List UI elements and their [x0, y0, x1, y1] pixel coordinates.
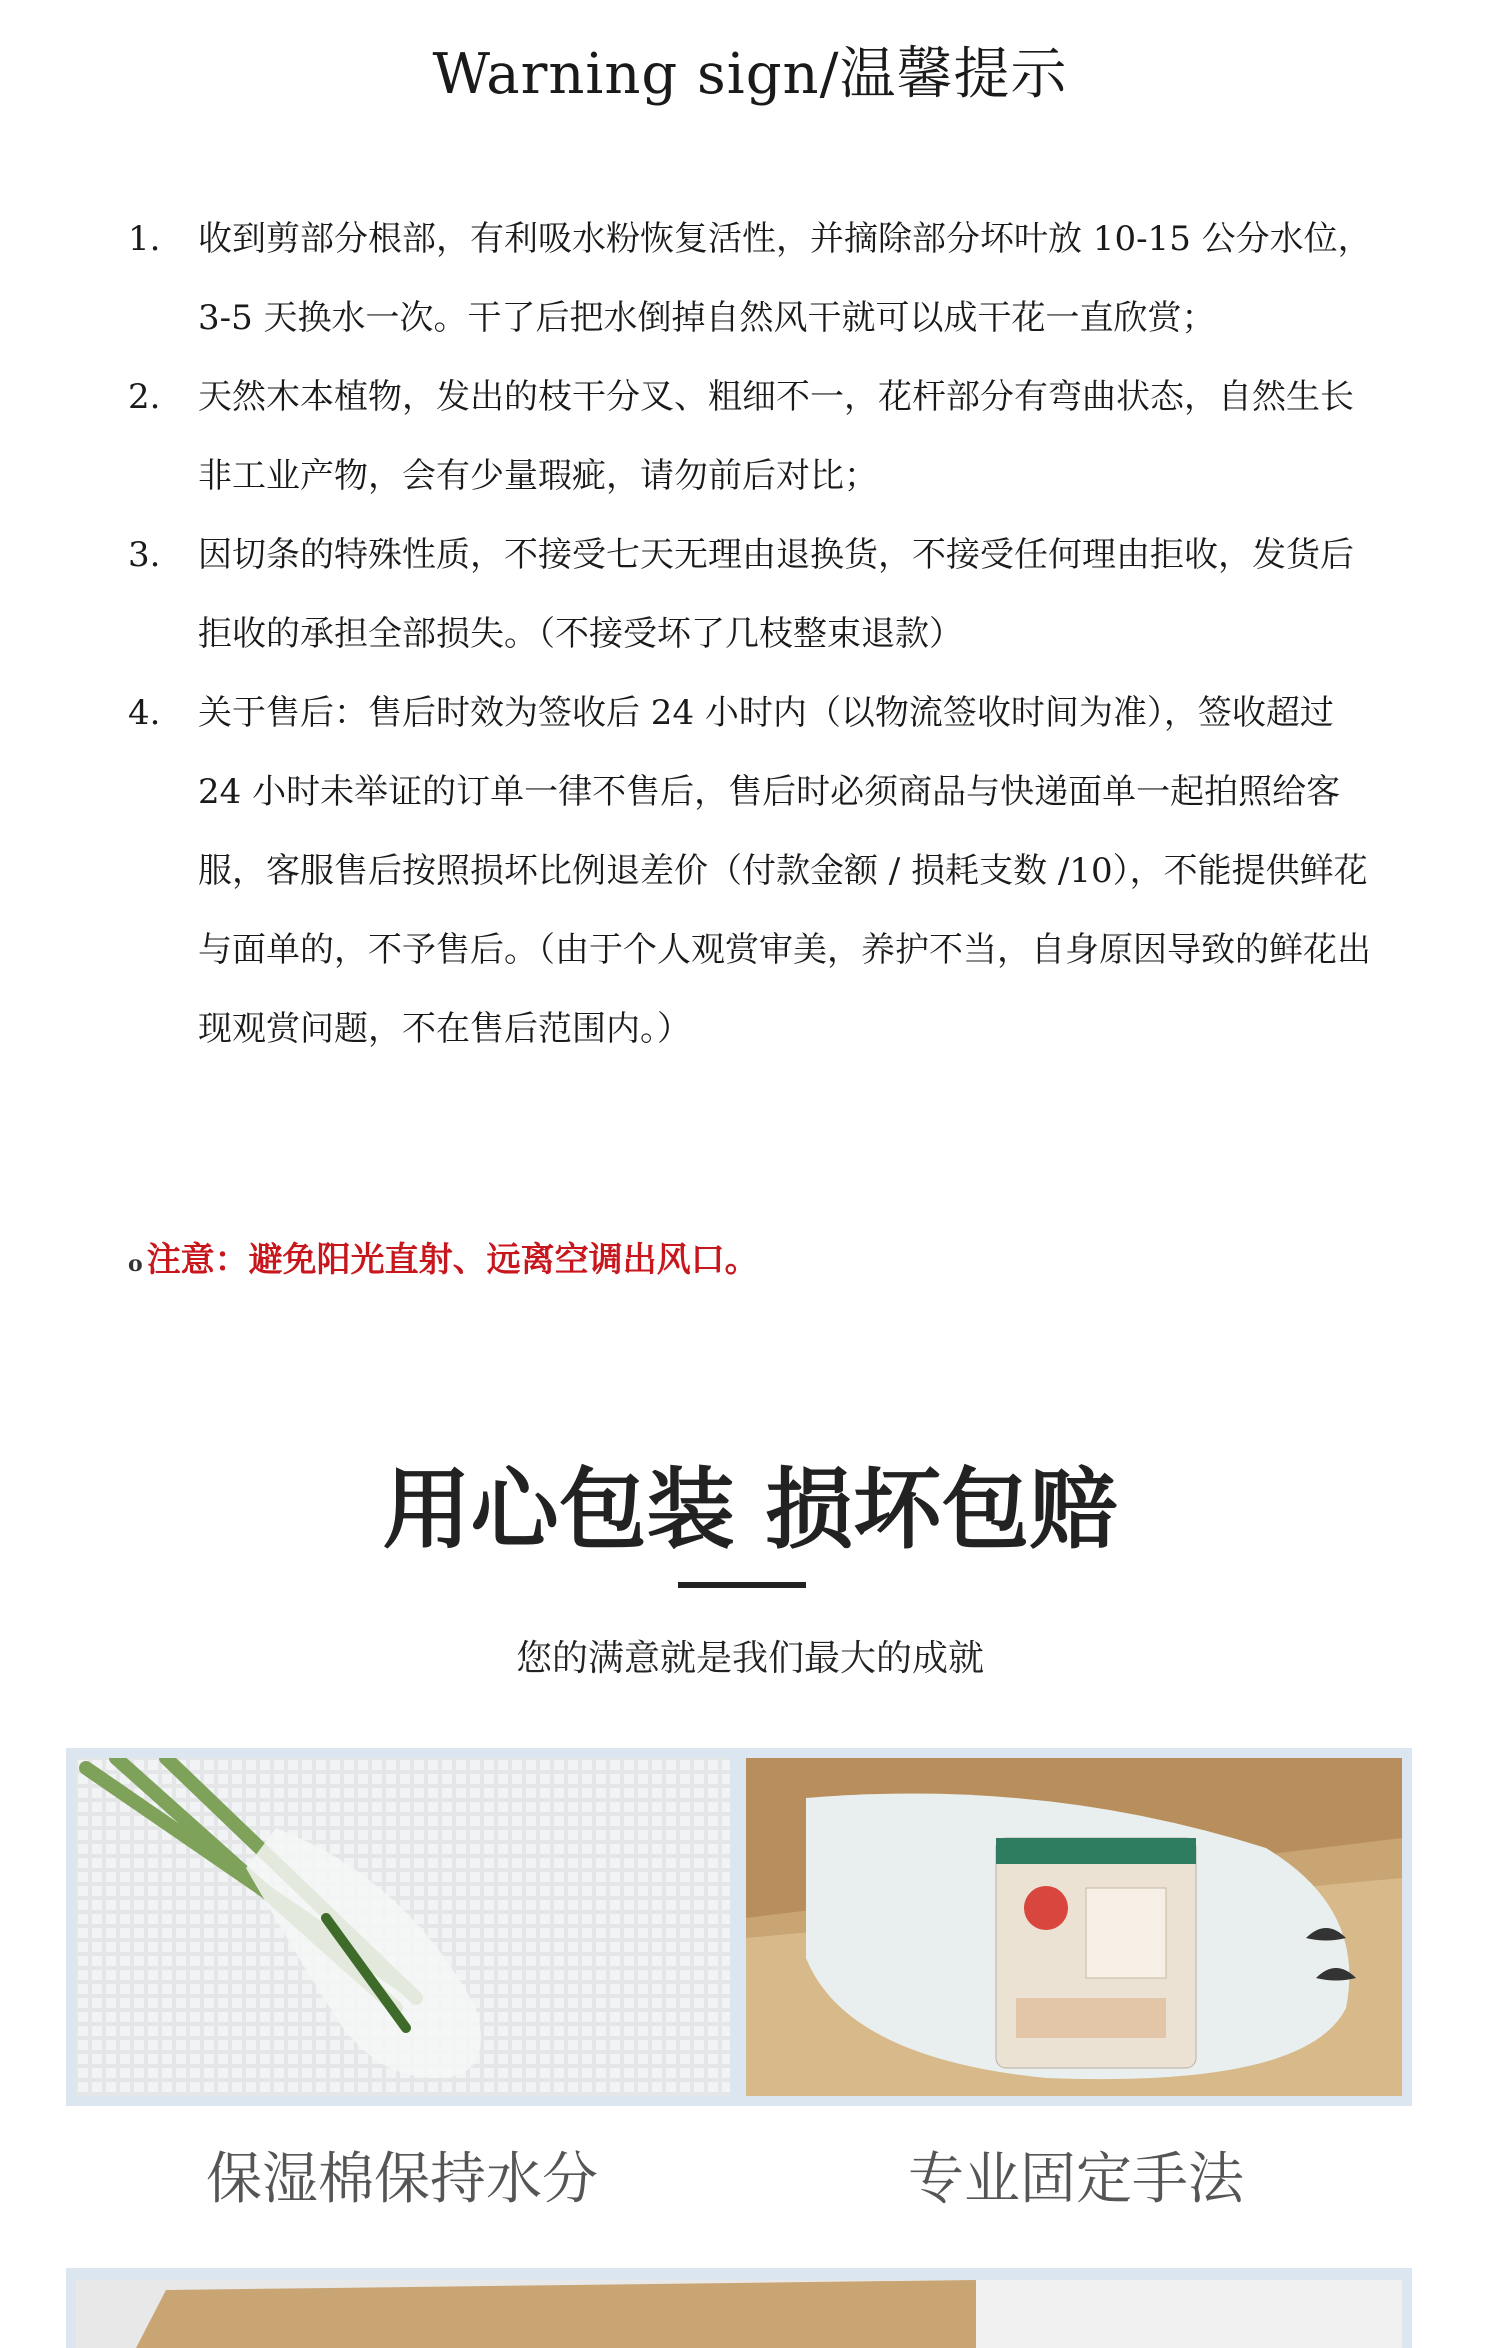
photo-frame [66, 1748, 1412, 2106]
notice-bullet: o [128, 1251, 143, 1277]
moist-cotton-image [76, 1758, 730, 2096]
rule-text: 收到剪部分根部，有利吸水粉恢复活性，并摘除部分坏叶放 10-15 公分水位， 3-5 天换水一次。干了后把水倒掉自然风干就可以成干花一直欣赏； [198, 219, 1372, 338]
rule-item-3 [128, 516, 1378, 674]
fixed-packaging-photo [746, 1758, 1402, 2096]
next-photo-frame [66, 2268, 1412, 2348]
rule-number: 2. [128, 377, 161, 417]
rule-number: 4. [128, 693, 161, 733]
caption-fixed-method: 专业固定手法 [908, 2147, 1244, 2212]
title-underline [678, 1582, 806, 1588]
notice-text: 注意：避免阳光直射、远离空调出风口。 [146, 1240, 759, 1280]
warning-title: Warning sign/温馨提示 [432, 42, 1068, 107]
rule-item-1 [128, 200, 1378, 358]
care-notice [128, 1232, 759, 1281]
next-photo-image [76, 2280, 1402, 2348]
rule-number: 3. [128, 535, 161, 575]
packaging-subtitle: 您的满意就是我们最大的成就 [515, 1638, 984, 1679]
box-packaging-image [746, 1758, 1402, 2096]
rules-list [128, 200, 1378, 1069]
rule-text: 关于售后：售后时效为签收后 24 小时内（以物流签收时间为准），签收超过 24 小时未举证的订单一律不售后，售后时必须商品与快递面单一起拍照给客服，客服售后按照损坏比例退差价（付款金额 / 损耗支数 /10），不能提供鲜花与面单的，不予售后。（由于个人观赏审美，养护不当，自身原因导致的鲜花出现观赏问题，不在售后范围内。） [198, 693, 1371, 1049]
rule-text: 因切条的特殊性质，不接受七天无理由退换货，不接受任何理由拒收，发货后拒收的承担全部损失。（不接受坏了几枝整束退款） [198, 535, 1354, 654]
caption-moist-cotton: 保湿棉保持水分 [206, 2147, 598, 2212]
moist-cotton-photo [76, 1758, 730, 2096]
rule-text: 天然木本植物，发出的枝干分叉、粗细不一，花杆部分有弯曲状态，自然生长非工业产物，会有少量瑕疵，请勿前后对比； [198, 377, 1354, 496]
packaging-title: 用心包装 损坏包赔 [382, 1458, 1118, 1561]
rule-number: 1. [128, 219, 161, 259]
rule-item-4 [128, 674, 1378, 1069]
rule-item-2 [128, 358, 1378, 516]
